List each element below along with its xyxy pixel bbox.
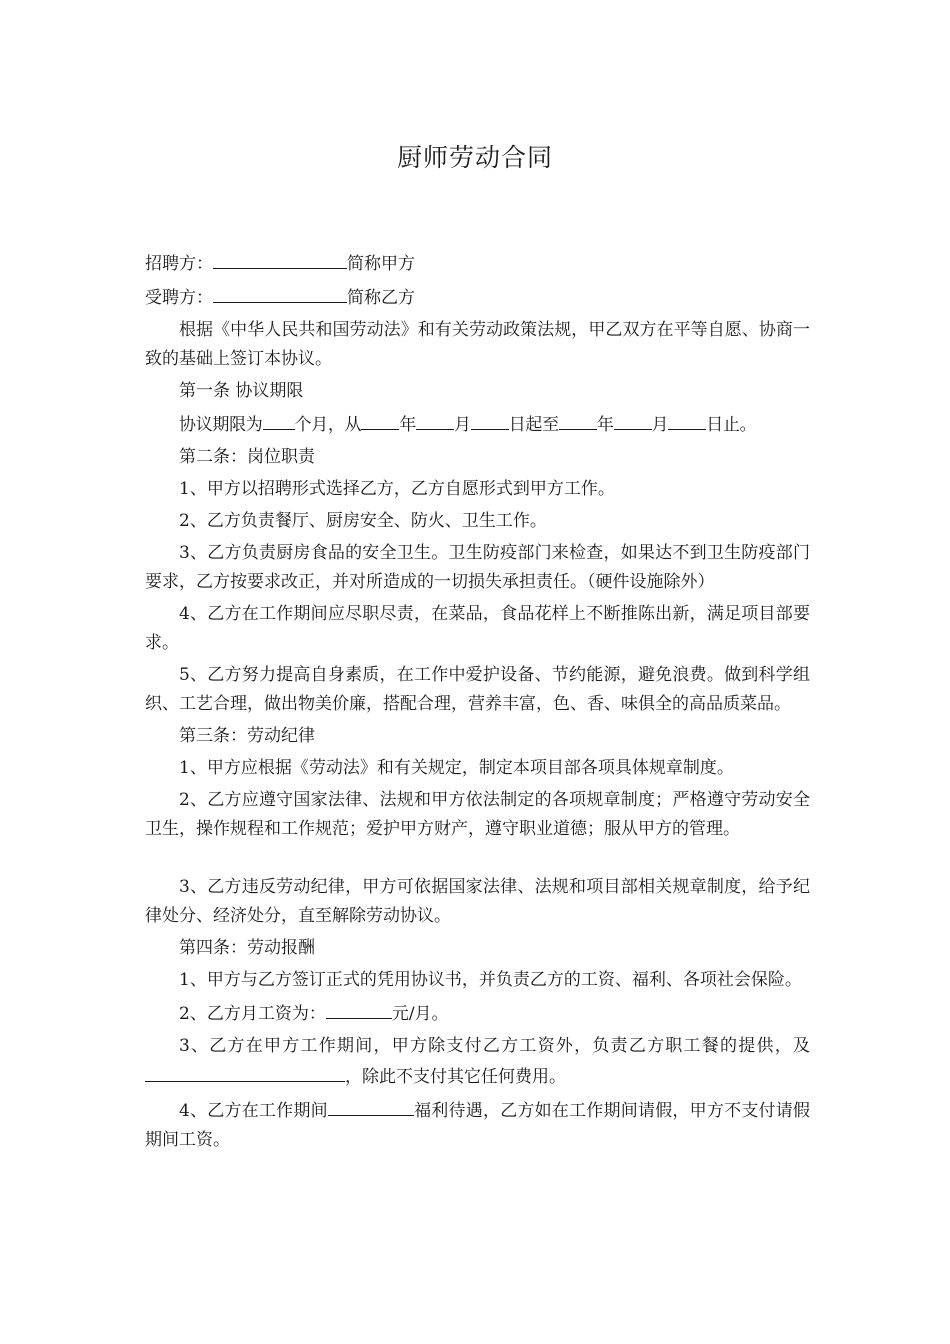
article1-heading: 第一条 协议期限 bbox=[179, 381, 304, 401]
recruitee-suffix: 简称乙方 bbox=[347, 288, 415, 308]
article2-heading: 第二条：岗位职责 bbox=[179, 447, 315, 467]
end-year-blank[interactable] bbox=[559, 409, 597, 430]
start-year-blank[interactable] bbox=[361, 409, 399, 430]
start-day-blank[interactable] bbox=[471, 409, 509, 430]
article4-salary: 2、乙方月工资为： 元/月。 bbox=[145, 998, 810, 1029]
article4-heading: 第四条：劳动报酬 bbox=[179, 938, 315, 958]
contract-body bbox=[145, 248, 810, 1158]
salary-blank[interactable] bbox=[326, 998, 392, 1019]
article3-item: 2、乙方应遵守国家法律、法规和甲方依法制定的各项规章制度；严格遵守劳动安全卫生，操作规程和工作规范；爱护甲方财产，遵守职业道德；服从甲方的管理。 bbox=[145, 790, 810, 839]
start-month-blank[interactable] bbox=[416, 409, 454, 430]
article4-welfare: 4、乙方在工作期间 福利待遇，乙方如在工作期间请假，甲方不支付请假期间工资。 bbox=[145, 1095, 810, 1155]
months-blank[interactable] bbox=[263, 409, 295, 430]
article4-item: 1、甲方与乙方签订正式的凭用协议书，并负责乙方的工资、福利、各项社会保险。 bbox=[179, 970, 802, 990]
intro-paragraph: 根据《中华人民共和国劳动法》和有关劳动政策法规，甲乙双方在平等自愿、协商一致的基础上签订本协议。 bbox=[145, 320, 810, 369]
welfare-blank[interactable] bbox=[328, 1095, 414, 1116]
recruitee-name-blank[interactable] bbox=[213, 282, 347, 303]
recruitee-label: 受聘方： bbox=[145, 288, 213, 308]
article1-period: 协议期限为 个月，从 年 月 日起至 年 月 日止。 bbox=[145, 409, 810, 440]
end-month-blank[interactable] bbox=[614, 409, 652, 430]
document-title: 厨师劳动合同 bbox=[396, 143, 553, 172]
article2-item: 4、乙方在工作期间应尽职尽责，在菜品，食品花样上不断推陈出新，满足项目部要求。 bbox=[145, 604, 810, 653]
recruiter-name-blank[interactable] bbox=[213, 248, 347, 269]
end-day-blank[interactable] bbox=[668, 409, 706, 430]
article2-item: 2、乙方负责餐厅、厨房安全、防火、卫生工作。 bbox=[179, 511, 547, 531]
article3-heading: 第三条：劳动纪律 bbox=[179, 726, 315, 746]
recruiter-label: 招聘方： bbox=[145, 254, 213, 274]
article2-item: 3、乙方负责厨房食品的安全卫生。卫生防疫部门来检查，如果达不到卫生防疫部门要求，乙方按要求改正，并对所造成的一切损失承担责任。（硬件设施除外） bbox=[145, 543, 810, 592]
article2-item: 5、乙方努力提高自身素质，在工作中爱护设备、节约能源，避免浪费。做到科学组织、工艺合理，做出物美价廉，搭配合理，营养丰富，色、香、味俱全的高品质菜品。 bbox=[145, 665, 810, 714]
benefits-blank[interactable] bbox=[145, 1061, 345, 1082]
article4-meals: 3、乙方在甲方工作期间，甲方除支付乙方工资外，负责乙方职工餐的提供，及，除此不支付其它任何费用。 bbox=[145, 1032, 810, 1092]
recruiter-line bbox=[145, 248, 810, 279]
article3-item: 1、甲方应根据《劳动法》和有关规定，制定本项目部各项具体规章制度。 bbox=[179, 758, 734, 778]
article3-item: 3、乙方违反劳动纪律，甲方可依据国家法律、法规和项目部相关规章制度，给予纪律处分、经济处分，直至解除劳动协议。 bbox=[145, 877, 810, 926]
recruiter-suffix: 简称甲方 bbox=[347, 254, 415, 274]
recruitee-line bbox=[145, 282, 810, 313]
article2-item: 1、甲方以招聘形式选择乙方，乙方自愿形式到甲方工作。 bbox=[179, 479, 615, 499]
